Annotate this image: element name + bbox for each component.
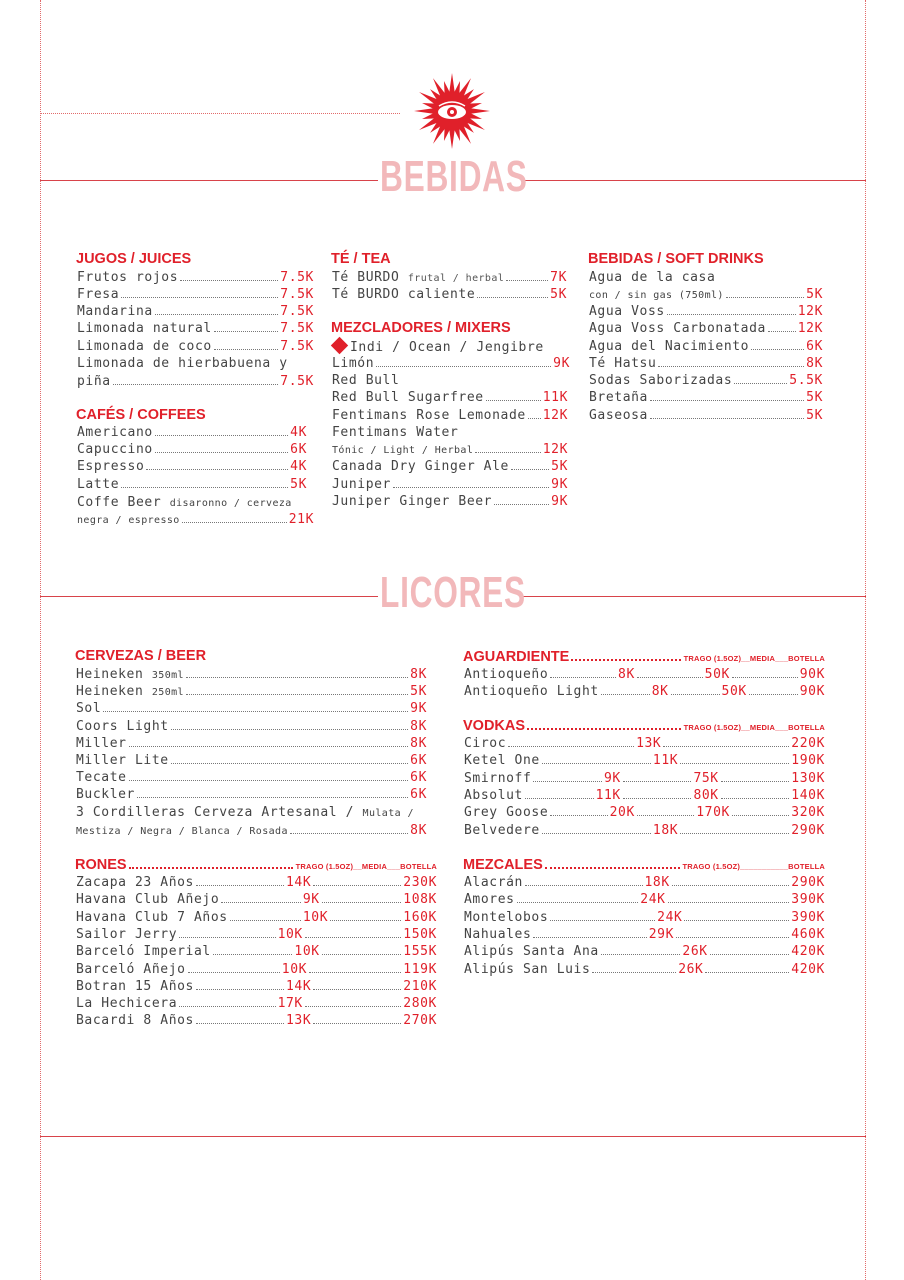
menu-item: Frutos rojos 7.5K <box>77 270 314 285</box>
menu-item: Espresso 4K <box>77 459 307 474</box>
menu-item: Capuccino 6K <box>77 442 307 457</box>
menu-item: Té BURDO frutal / herbal 7K <box>332 270 567 285</box>
menu-item: Tónic / Light / Herbal 12K <box>332 442 568 457</box>
menu-item: Antioqueño Light 8K 50K 90K <box>464 684 826 700</box>
menu-item: Zacapa 23 Años 14K 230K <box>76 875 438 890</box>
menu-item: Alipús Santa Ana 26K 420K <box>464 944 826 960</box>
menu-item: Havana Club Añejo 9K 108K <box>76 892 437 908</box>
bebidas-title: BEBIDAS <box>380 152 528 201</box>
menu-item: La Hechicera 17K 280K <box>76 996 437 1012</box>
menu-item: Belvedere 18K 290K <box>464 822 825 838</box>
menu-item: Mestiza / Negra / Blanca / Rosada 8K <box>76 823 427 838</box>
menu-item: Limonada de coco 7.5K <box>77 339 314 354</box>
menu-item: Bacardi 8 Años 13K 270K <box>76 1013 438 1029</box>
sun-eye-icon <box>413 72 491 150</box>
menu-item: Limón 9K <box>332 356 570 371</box>
menu-item: Amores 24K 390K <box>464 892 825 908</box>
menu-item: Mandarina 7.5K <box>77 304 314 319</box>
menu-item: Tecate 6K <box>76 770 427 785</box>
licores-rule-left <box>40 596 378 597</box>
menu-item: Juniper Ginger Beer 9K <box>332 494 568 509</box>
bottom-rule <box>40 1136 866 1137</box>
menu-item: Heineken 350ml 8K <box>76 667 427 682</box>
menu-item: Alacrán 18K 290K <box>464 875 825 890</box>
menu-item: Americano 4K <box>77 425 307 440</box>
menu-item: Latte 5K <box>77 477 307 492</box>
menu-item: Juniper 9K <box>332 477 568 492</box>
menu-item-name: Indi / Ocean / Jengibre <box>332 338 544 356</box>
menu-item: Sol 9K <box>76 701 427 716</box>
vodkas-heading: VODKAS TRAGO (1.5OZ)__MEDIA___BOTELLA <box>463 718 825 734</box>
menu-item: Gaseosa 5K <box>589 408 823 423</box>
menu-item: Absolut 11K 80K 140K <box>464 787 826 803</box>
menu-item-name: Coffe Beer disaronno / cerveza <box>77 495 292 510</box>
menu-item-name: Limonada de hierbabuena y <box>77 356 288 371</box>
soft-drinks-heading: BEBIDAS / SOFT DRINKS <box>588 251 764 267</box>
sun-ray <box>414 108 434 114</box>
right-border <box>865 0 866 1280</box>
rones-heading: RONES TRAGO (1.5OZ)__MEDIA___BOTELLA <box>75 857 437 873</box>
sun-ray <box>449 73 455 93</box>
te-heading: TÉ / TEA <box>331 251 391 267</box>
menu-item: negra / espresso 21K <box>77 512 314 527</box>
cafes-heading: CAFÉS / COFFEES <box>76 407 206 423</box>
menu-item-name: Agua de la casa <box>589 270 716 285</box>
menu-item: piña 7.5K <box>77 374 314 389</box>
menu-item-name: Fentimans Water <box>332 425 459 440</box>
menu-item: Ciroc 13K 220K <box>464 736 826 751</box>
sun-ray <box>449 129 455 149</box>
menu-item: Té Hatsu 8K <box>589 356 823 371</box>
menu-item: Antioqueño 8K 50K 90K <box>464 667 825 682</box>
menu-item: Alipús San Luis 26K 420K <box>464 961 825 977</box>
menu-item: Sailor Jerry 10K 150K <box>76 926 437 942</box>
menu-item: Agua Voss Carbonatada 12K <box>589 321 823 336</box>
licores-rule-right <box>522 596 866 597</box>
cervezas-heading: CERVEZAS / BEER <box>75 648 207 664</box>
menu-item: Agua del Nacimiento 6K <box>589 339 823 354</box>
menu-item: Ketel One 11K 190K <box>464 753 825 769</box>
menu-item: Sodas Saborizadas 5.5K <box>589 373 823 388</box>
menu-item: Red Bull Sugarfree 11K <box>332 390 568 405</box>
menu-item: Fresa 7.5K <box>77 287 314 302</box>
menu-item: Barceló Añejo 10K 119K <box>76 961 438 977</box>
menu-item: con / sin gas (750ml) 5K <box>589 287 823 302</box>
aguardiente-heading: AGUARDIENTE TRAGO (1.5OZ)__MEDIA___BOTELLA <box>463 649 825 665</box>
menu-item: Botran 15 Años 14K 210K <box>76 978 438 994</box>
menu-item: Bretaña 5K <box>589 390 823 405</box>
menu-item: Miller 8K <box>76 736 427 751</box>
menu-item-name: Red Bull <box>332 373 400 388</box>
bebidas-rule-left <box>40 180 378 181</box>
jugos-heading: JUGOS / JUICES <box>76 251 192 267</box>
menu-item: Buckler 6K <box>76 787 427 802</box>
menu-item: Grey Goose 20K 170K 320K <box>464 805 825 821</box>
menu-item: Limonada natural 7.5K <box>77 321 314 336</box>
top-dotted-rule <box>40 113 400 114</box>
licores-title: LICORES <box>380 568 526 617</box>
menu-item: Agua Voss 12K <box>589 304 823 319</box>
menu-item: Havana Club 7 Años 10K 160K <box>76 909 437 925</box>
menu-item: Canada Dry Ginger Ale 5K <box>332 459 568 474</box>
left-border <box>40 0 41 1280</box>
menu-item: Té BURDO caliente 5K <box>332 287 567 302</box>
menu-item: Smirnoff 9K 75K 130K <box>464 770 826 786</box>
menu-item: Heineken 250ml 5K <box>76 684 427 699</box>
mezcladores-heading: MEZCLADORES / MIXERS <box>331 320 511 336</box>
sun-ray <box>470 108 490 114</box>
bebidas-rule-right <box>522 180 866 181</box>
indi-logo-icon <box>331 337 348 354</box>
menu-item: Coors Light 8K <box>76 719 427 734</box>
menu-item: Nahuales 29K 460K <box>464 926 826 942</box>
menu-item: Fentimans Rose Lemonade 12K <box>332 408 568 423</box>
mezcales-heading: MEZCALES TRAGO (1.5OZ)___________BOTELLA <box>463 857 825 873</box>
menu-item: Miller Lite 6K <box>76 753 427 768</box>
menu-item: Montelobos 24K 390K <box>464 909 825 925</box>
menu-item: Barceló Imperial 10K 155K <box>76 944 438 960</box>
menu-item-name: 3 Cordilleras Cerveza Artesanal / Mulata / <box>76 805 414 820</box>
